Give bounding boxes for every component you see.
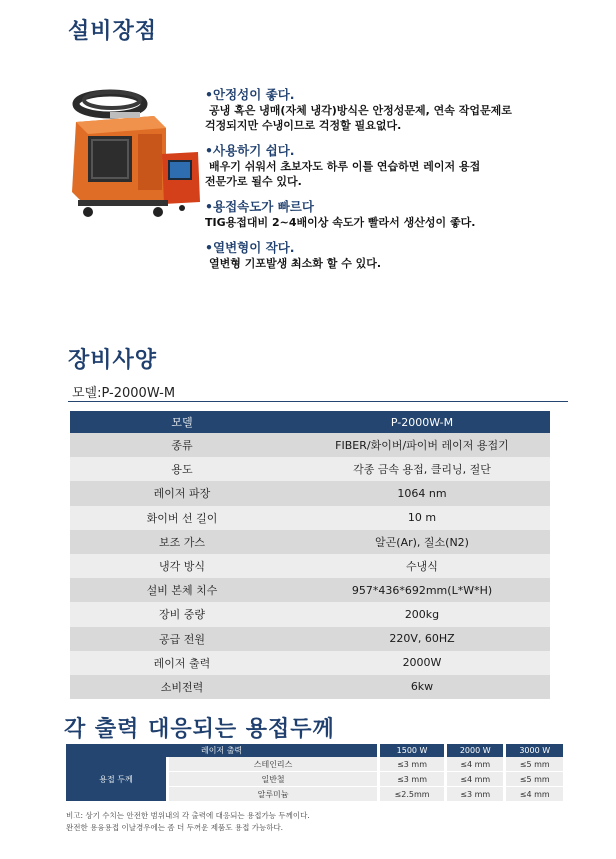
- spec-key: 레이저 출력: [70, 651, 294, 675]
- spec-key: 소비전력: [70, 675, 294, 699]
- spec-value: 1064 nm: [294, 481, 550, 505]
- thickness-table-wrap: [66, 744, 566, 802]
- spec-header-value: P-2000W-M: [294, 411, 550, 433]
- spec-key: 공급 전원: [70, 627, 294, 651]
- specs-title: 장비사양: [68, 348, 158, 373]
- thickness-value: ≤3 mm: [380, 757, 447, 772]
- thickness-value: ≤3 mm: [380, 772, 447, 787]
- material-name: 일반철: [169, 772, 380, 787]
- spec-key: 보조 가스: [70, 530, 294, 554]
- feature-line: 배우기 쉬워서 초보자도 하루 이틀 연습하면 레이저 용접: [209, 160, 481, 173]
- table-row: [70, 506, 550, 530]
- spec-key: 종류: [70, 433, 294, 457]
- spec-value: 220V, 60HZ: [294, 627, 550, 651]
- feature-item: [205, 141, 585, 189]
- thickness-value: ≤2.5mm: [380, 787, 447, 802]
- spec-value: 수냉식: [294, 554, 550, 578]
- table-row: [66, 757, 566, 772]
- feature-item: [205, 85, 585, 133]
- spec-header-row: [70, 411, 550, 433]
- thickness-header-col: 1500 W: [380, 744, 447, 757]
- thickness-table: [66, 744, 566, 802]
- feature-item: [205, 197, 585, 230]
- laser-welder-machine-image: [62, 82, 202, 222]
- thickness-value: ≤4 mm: [447, 772, 506, 787]
- thickness-value: ≤5 mm: [506, 757, 566, 772]
- spec-key: 장비 중량: [70, 602, 294, 626]
- table-row: [70, 602, 550, 626]
- feature-item: [205, 238, 585, 271]
- notes: [66, 810, 310, 834]
- table-row: [70, 578, 550, 602]
- feature-line: 공냉 혹은 냉매(자체 냉각)방식은 안정성문제, 연속 작업문제로: [209, 104, 512, 117]
- note-line: 비고: 상기 수치는 안전한 범위내의 각 출력에 대응되는 용접가능 두께이다.: [66, 811, 310, 820]
- spec-key: 냉각 방식: [70, 554, 294, 578]
- feature-line: TIG용접대비 2~4배이상 속도가 빨라서 생산성이 좋다.: [205, 216, 476, 229]
- table-row: [70, 530, 550, 554]
- feature-title: •열변형이 작다.: [205, 240, 295, 255]
- table-row: [70, 675, 550, 699]
- thickness-value: ≤5 mm: [506, 772, 566, 787]
- spec-value: 2000W: [294, 651, 550, 675]
- thickness-value: ≤4 mm: [447, 757, 506, 772]
- thickness-value: ≤3 mm: [447, 787, 506, 802]
- feature-line: 전문가로 될수 있다.: [205, 175, 302, 188]
- spec-key: 용도: [70, 457, 294, 481]
- thickness-group-label: 용접 두께: [66, 757, 169, 802]
- thickness-header-power: 레이저 출력: [66, 744, 380, 757]
- spec-key: 화이버 선 길이: [70, 506, 294, 530]
- table-row: [70, 481, 550, 505]
- advantages-title: 설비장점: [68, 19, 158, 44]
- features-list: [205, 85, 585, 271]
- spec-header-key: 모델: [70, 411, 294, 433]
- spec-table: [70, 411, 550, 699]
- spec-value: 알곤(Ar), 질소(N2): [294, 530, 550, 554]
- caption-divider: [68, 401, 568, 402]
- spec-value: FIBER/화이버/파이버 레이저 용접기: [294, 433, 550, 457]
- feature-line: 걱정되지만 수냉이므로 걱정할 필요없다.: [205, 119, 402, 132]
- thickness-title: 각 출력 대응되는 용접두께: [64, 717, 335, 742]
- spec-value: 6kw: [294, 675, 550, 699]
- feature-line: 열변형 기포발생 최소화 할 수 있다.: [209, 257, 382, 270]
- spec-value: 각종 금속 용접, 클리닝, 절단: [294, 457, 550, 481]
- spec-value: 10 m: [294, 506, 550, 530]
- thickness-header-col: 3000 W: [506, 744, 566, 757]
- thickness-value: ≤4 mm: [506, 787, 566, 802]
- table-row: [70, 651, 550, 675]
- material-name: 스테인리스: [169, 757, 380, 772]
- thickness-header-col: 2000 W: [447, 744, 506, 757]
- table-row: [70, 457, 550, 481]
- spec-value: 200kg: [294, 602, 550, 626]
- feature-title: •안정성이 좋다.: [205, 87, 295, 102]
- material-name: 알루미늄: [169, 787, 380, 802]
- thickness-header-row: [66, 744, 566, 757]
- table-row: [70, 627, 550, 651]
- spec-key: 설비 본체 치수: [70, 578, 294, 602]
- feature-title: •사용하기 쉽다.: [205, 143, 295, 158]
- spec-key: 레이저 파장: [70, 481, 294, 505]
- feature-title: •용접속도가 빠르다: [205, 199, 314, 214]
- spec-value: 957*436*692mm(L*W*H): [294, 578, 550, 602]
- note-line: 완전한 용융용접 이날경우에는 좀 더 두꺼운 제품도 용접 가능하다.: [66, 823, 284, 832]
- table-row: [70, 554, 550, 578]
- spec-table-wrap: [70, 411, 550, 699]
- model-caption: 모델:P-2000W-M: [72, 386, 176, 401]
- table-row: [70, 433, 550, 457]
